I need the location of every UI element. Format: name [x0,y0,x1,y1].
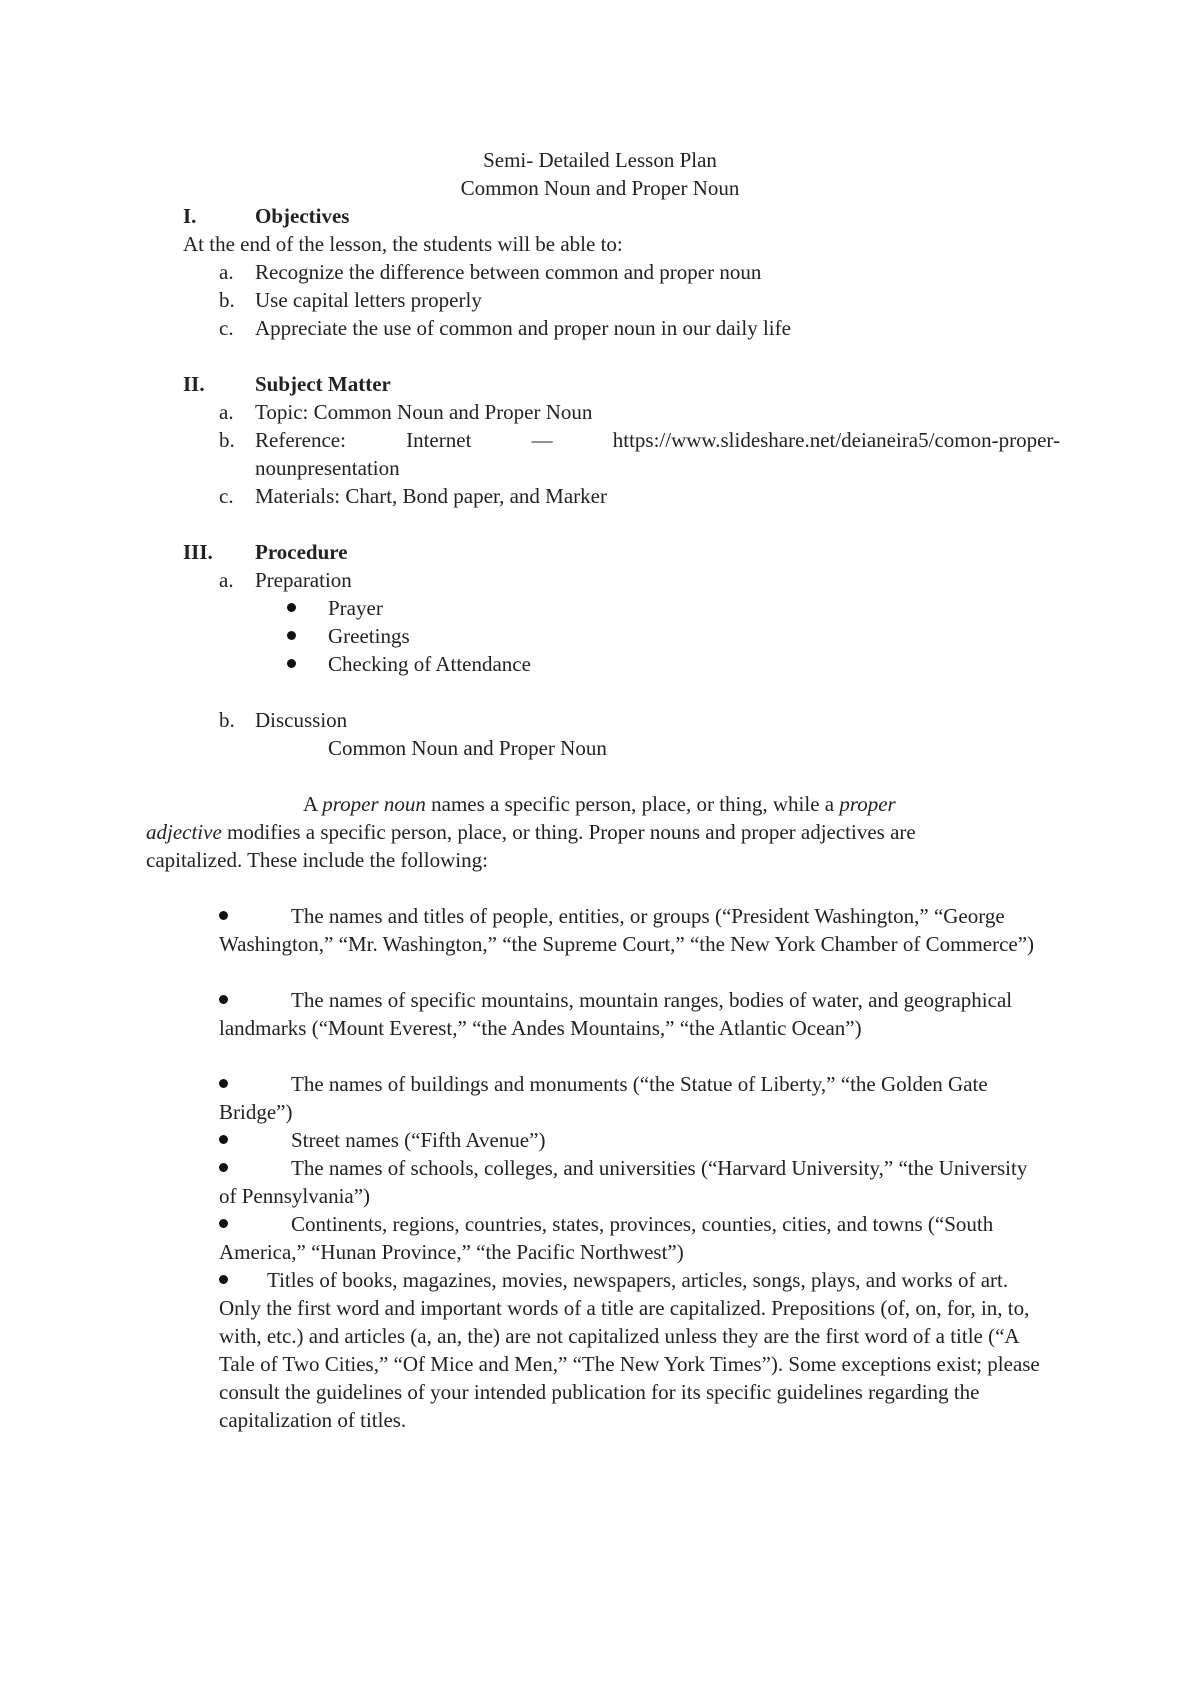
section-title: Subject Matter [255,372,391,396]
rule-text: The names and titles of people, entities, or groups (“President Washington,” “George Washington,” “Mr. Washington,” “the Supreme Court,” “the New York Chamber of Commerce”) [219,904,1035,956]
bullet-icon [219,1135,228,1144]
item-text: Use capital letters properly [255,288,482,312]
bullet-icon [219,1079,228,1088]
term-proper: proper [839,792,896,816]
rule-text: The names of buildings and monuments (“the Statue of Liberty,” “the Golden Gate Bridge”) [219,1072,988,1124]
discussion-title: Common Noun and Proper Noun [328,736,607,760]
item-text: Materials: Chart, Bond paper, and Marker [255,484,607,508]
item-letter: b. [219,288,235,312]
section-title: Procedure [255,540,348,564]
list-item [219,1210,1049,1266]
bullet-icon [287,659,296,668]
bullet-icon [219,911,228,920]
section-title: Objectives [255,204,350,228]
section-heading-objectives [183,202,1083,230]
bullet-icon [219,1219,228,1228]
bullet-icon [219,1275,228,1284]
discussion-paragraph [146,790,1046,874]
bullet-text: Prayer [328,596,383,620]
item-text: Appreciate the use of common and proper noun in our daily life [255,316,791,340]
item-text: Topic: Common Noun and Proper Noun [255,400,593,424]
paragraph-text: names a specific person, place, or thing, while a [425,792,840,816]
paragraph-line [146,790,1046,818]
item-text: Discussion [255,708,348,732]
list-item [219,1070,1049,1126]
list-item [219,1266,1049,1434]
item-letter: b. [219,428,235,452]
bullet-icon [287,603,296,612]
rule-text: The names of specific mountains, mountain ranges, bodies of water, and geographical landmarks (“Mount Everest,” “the Andes Mountains,” “the Atlantic Ocean”) [219,988,1013,1040]
reference-line-2: nounpresentation [255,456,400,480]
list-item [219,1154,1049,1210]
section-heading-procedure [183,538,1083,566]
bullet-text: Checking of Attendance [328,652,531,676]
reference-line-1: Reference: Internet — https://www.slideshare.net/deianeira5/comon-proper- [255,428,1060,452]
rule-text: Street names (“Fifth Avenue”) [291,1128,546,1152]
bullet-icon [287,631,296,640]
section-number: II. [183,372,205,396]
bullet-icon [219,995,228,1004]
item-letter: b. [219,708,235,732]
section-number: I. [183,204,197,228]
paragraph-text: A [303,792,323,816]
paragraph-line [146,818,1046,846]
list-item [219,902,1049,958]
rule-text: Titles of books, magazines, movies, newspapers, articles, songs, plays, and works of art. Only the first word and important words of a title are capitalized. Prepositions (of, on, for, in, to, with, etc.) and articles (a, an, the) are not capitalized unless they are the first word of a title (“A Tale of Two Cities,” “Of Mice and Men,” “The New York Times”). Some exceptions exist; please consult the guidelines of your intended publication for its specific guidelines regarding the capitalization of titles. [219,1268,1040,1432]
rule-text: Continents, regions, countries, states, provinces, counties, cities, and towns (“South America,” “Hunan Province,” “the Pacific Northwest”) [219,1212,994,1264]
item-letter: a. [219,400,234,424]
paragraph-line: capitalized. These include the following: [146,848,488,872]
list-item [219,986,1049,1042]
item-letter: a. [219,568,234,592]
title-block [0,146,1200,202]
item-letter: c. [219,484,234,508]
item-letter: a. [219,260,234,284]
item-text: Preparation [255,568,352,592]
bullet-icon [219,1163,228,1172]
term-adjective: adjective [146,820,222,844]
rule-text: The names of schools, colleges, and universities (“Harvard University,” “the University of Pennsylvania”) [219,1156,1028,1208]
list-item [219,1126,1049,1154]
bullet-text: Greetings [328,624,410,648]
item-letter: c. [219,316,234,340]
section-number: III. [183,540,213,564]
term-proper-noun: proper noun [322,792,426,816]
document-title: Semi- Detailed Lesson Plan [483,148,717,172]
section-heading-subject-matter [183,370,1083,398]
document-subtitle: Common Noun and Proper Noun [460,176,740,200]
paragraph-text: modifies a specific person, place, or thing. Proper nouns and proper adjectives are [221,820,916,844]
objectives-intro: At the end of the lesson, the students will be able to: [183,232,623,256]
item-text: Recognize the difference between common and proper noun [255,260,762,284]
